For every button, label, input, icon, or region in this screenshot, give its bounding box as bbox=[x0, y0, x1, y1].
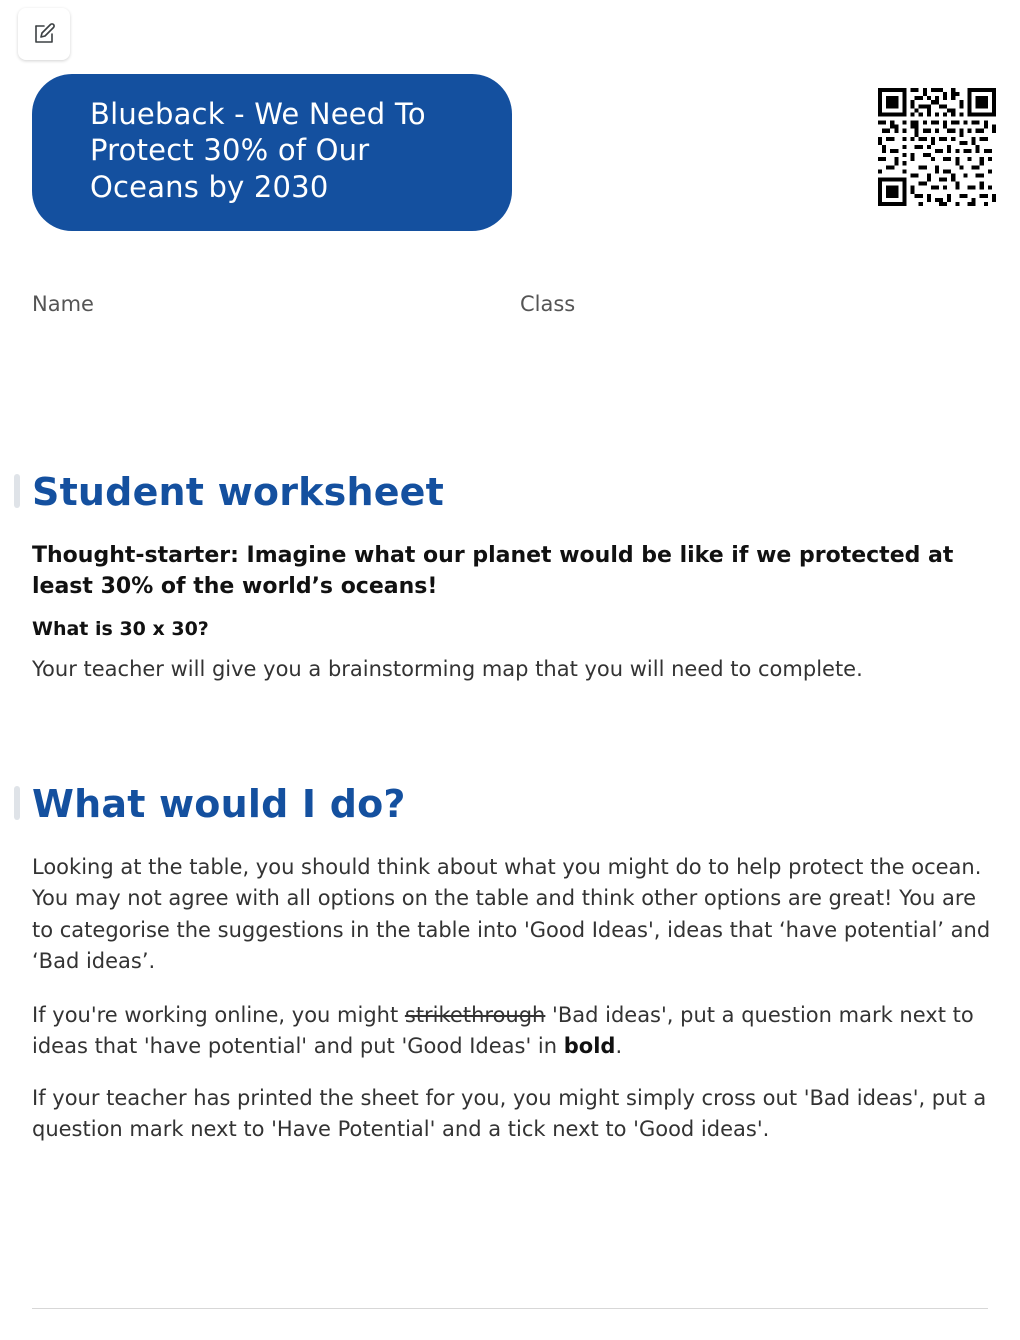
edit-pencil-square-icon bbox=[32, 22, 56, 46]
printed-instruction: If your teacher has printed the sheet for you, you might simply cross out 'Bad ideas', put a question mark next to 'Have Potential' and a tick next to 'Good ideas'. bbox=[32, 1085, 987, 1142]
edit-document-button[interactable] bbox=[18, 8, 70, 60]
table-rule-right bbox=[510, 1308, 988, 1309]
brainstorming-instruction: Your teacher will give you a brainstorming map that you will need to complete. bbox=[32, 657, 863, 682]
online-instruction-part-1: If you're working online, you might bbox=[32, 1002, 405, 1027]
page-title: Blueback - We Need To Protect 30% of Our Oceans by 2030 bbox=[90, 97, 426, 204]
categorise-instruction: Looking at the table, you should think about what you might do to help protect the ocean. You may not agree with all options on the table and think other options are great! You are to categorise the suggestions in the table into 'Good Ideas', ideas that ‘have potential’ and ‘Bad ideas’. bbox=[32, 854, 991, 974]
section-heading-what-would-i-do bbox=[14, 782, 1006, 826]
what-would-i-do-block bbox=[14, 852, 1006, 1146]
section-spacer bbox=[14, 708, 1006, 782]
online-instruction-part-3: . bbox=[615, 1034, 623, 1059]
section-title: Student worksheet bbox=[32, 470, 445, 514]
document-title-banner bbox=[32, 74, 512, 231]
online-instruction-part-2: 'Bad ideas', put a question mark next to ideas that 'have potential' and put 'Good Ideas' in bbox=[32, 1002, 974, 1059]
section-title: What would I do? bbox=[32, 781, 406, 826]
qr-code-icon bbox=[878, 88, 996, 206]
class-field-label: Class bbox=[520, 292, 576, 316]
worksheet-content bbox=[14, 470, 1006, 1168]
bold-example: bold bbox=[563, 1034, 616, 1059]
subheading-30x30: What is 30 x 30? bbox=[32, 618, 209, 641]
thought-starter-text: Thought-starter: Imagine what our planet would be like if we protected at least 30% of the world’s oceans! bbox=[32, 543, 954, 600]
section-heading-student-worksheet bbox=[14, 470, 1006, 514]
student-worksheet-block bbox=[14, 540, 1006, 686]
strikethrough-example: strikethrough bbox=[404, 1002, 546, 1027]
table-rule-left bbox=[32, 1308, 510, 1309]
student-fields bbox=[32, 292, 988, 316]
online-instruction bbox=[32, 1000, 992, 1063]
table-top-border bbox=[32, 1308, 988, 1309]
name-field-label: Name bbox=[32, 292, 94, 316]
